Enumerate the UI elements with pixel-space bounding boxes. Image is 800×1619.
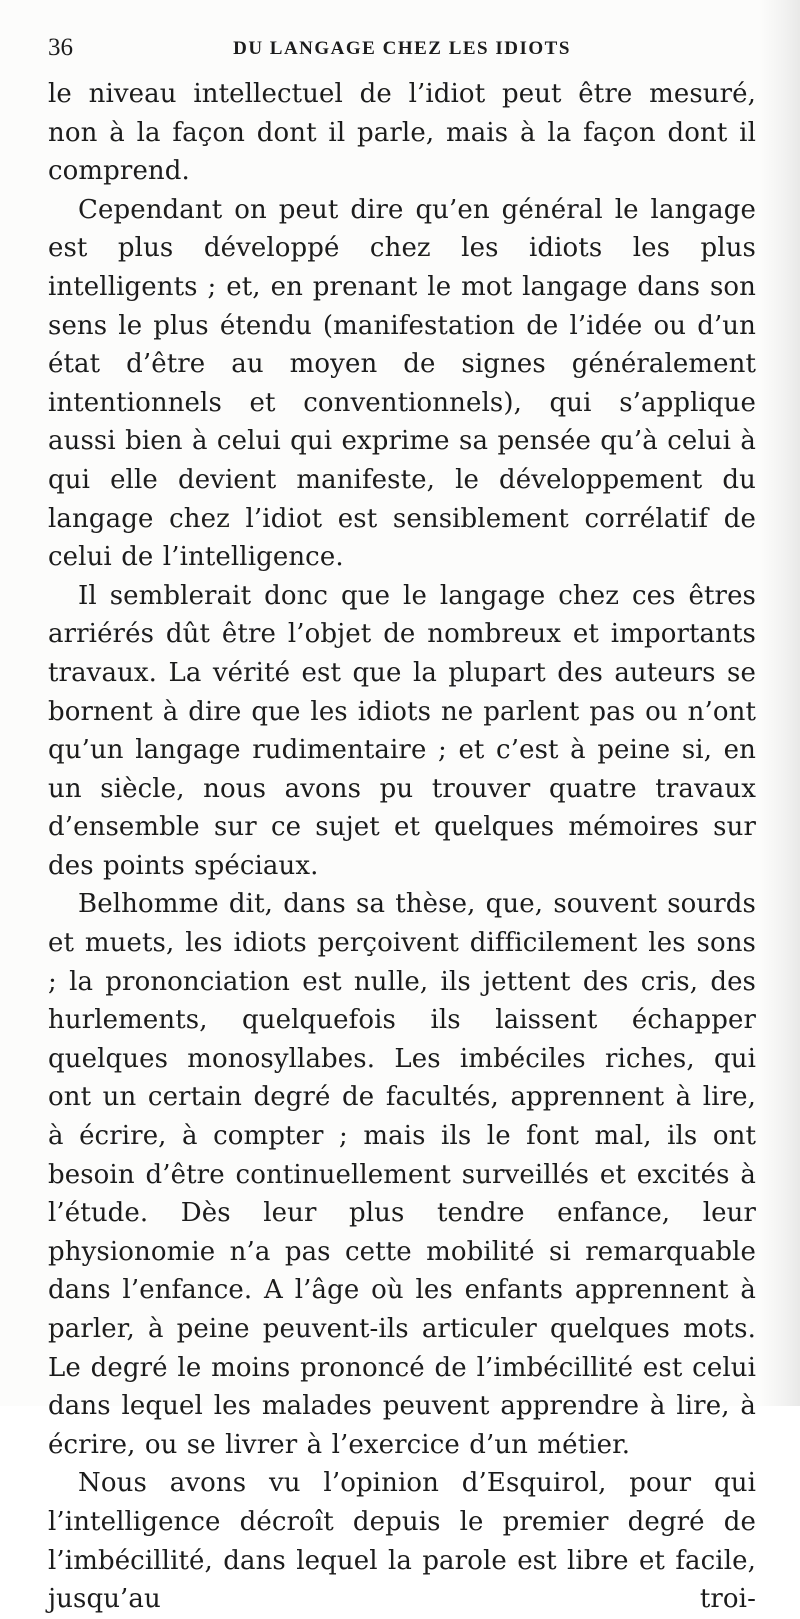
running-title: DU LANGAGE CHEZ LES IDIOTS bbox=[233, 38, 571, 59]
paragraph: Cependant on peut dire qu’en général le langage est plus développé chez les idiots les plus intelligents ; et, en prenant le mot langage dans son sens le plus étendu (manifestation de l’idée ou d’un état d’être au moyen de signes généralement intentionnels et conventionnels), qui s’applique aussi bien à celui qui exprime sa pensée qu’à celui à qui elle devient manifeste, le développement du langage chez l’idiot est sensiblement corrélatif de celui de l’intelligence. bbox=[48, 194, 757, 573]
page-number: 36 bbox=[48, 34, 73, 61]
paragraph: Belhomme dit, dans sa thèse, que, souvent sourds et muets, les idiots perçoivent difficilement les sons ; la prononciation est nulle, ils jettent des cris, des hurlements, quelquefois ils laissent échapper quelques monosyllabes. Les imbéciles riches, qui ont un certain degré de facultés, apprennent à lire, à écrire, à compter ; mais ils le font mal, ils ont besoin d’être continuellement surveillés et excités à l’étude. Dès leur plus tendre enfance, leur physionomie n’a pas cette mobilité si remarquable dans l’enfance. A l’âge où les enfants apprennent à parler, à peine peuvent-ils articuler quelques mots. Le degré le moins prononcé de l’imbécillité est celui dans lequel les malades peuvent apprendre à lire, à écrire, ou se livrer à l’exercice d’un métier. bbox=[48, 889, 756, 1460]
body-text bbox=[48, 75, 756, 1619]
page-header bbox=[48, 32, 756, 64]
paragraph: Nous avons vu l’opinion d’Esquirol, pour qui l’intelligence décroît depuis le premier degré de l’imbécillité, dans lequel la parole est libre et facile, jusqu’au troi- bbox=[48, 1468, 756, 1615]
paragraph: Il semblerait donc que le langage chez ces êtres arriérés dût être l’objet de nombreux et importants travaux. La vérité est que la plupart des auteurs se bornent à dire que les idiots ne parlent pas ou n’ont qu’un langage rudimentaire ; et c’est à peine si, en un siècle, nous avons pu trouver quatre travaux d’ensemble sur ce sujet et quelques mémoires sur des points spéciaux. bbox=[48, 580, 756, 881]
page-edge-shadow bbox=[760, 0, 800, 1406]
paragraph: le niveau intellectuel de l’idiot peut être mesuré, non à la façon dont il parle, mais à la façon dont il comprend. bbox=[48, 79, 756, 187]
